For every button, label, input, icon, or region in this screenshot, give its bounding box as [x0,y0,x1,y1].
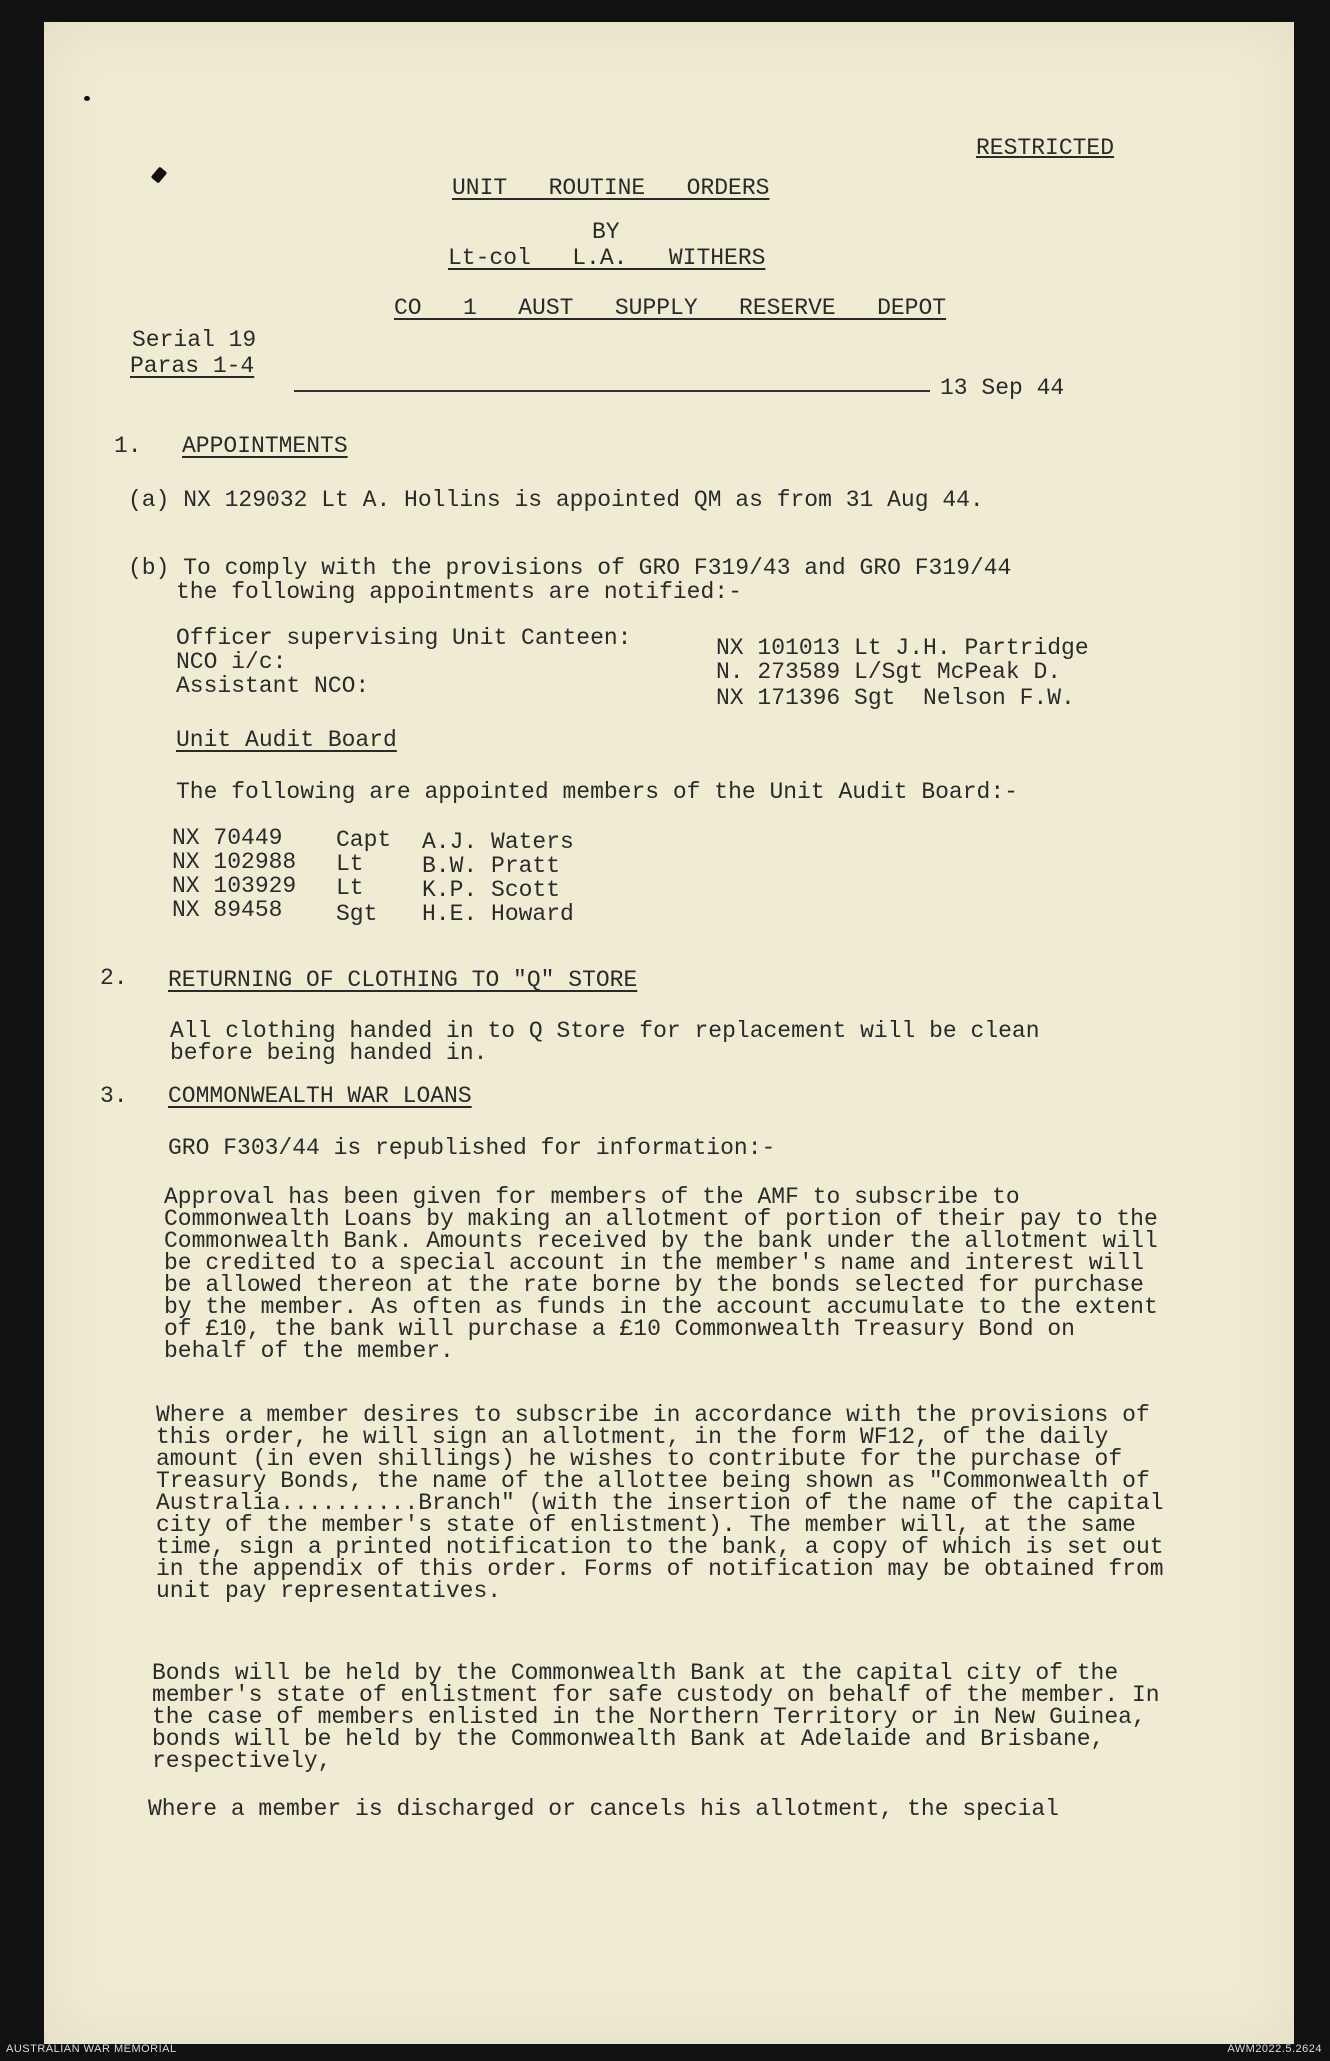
audit-rank: Lt [336,851,364,877]
footer-credit: AUSTRALIAN WAR MEMORIAL [6,2043,177,2055]
header-unit: CO 1 AUST SUPPLY RESERVE DEPOT [394,295,947,321]
audit-number: NX 102988 [172,849,297,875]
canteen-member: NX 171396 Sgt Nelson F.W. [716,685,1075,711]
section-2-number: 2. [100,965,128,991]
section-1b-line2: the following appointments are notified:- [176,579,742,605]
section-1-number: 1. [114,433,142,459]
audit-name: A.J. Waters [422,829,574,855]
audit-rank: Capt [336,827,392,853]
ink-mark [84,96,90,101]
header-rule [294,390,930,392]
canteen-member: N. 273589 L/Sgt McPeak D. [716,659,1062,685]
section-1b-line1: (b) To comply with the provisions of GRO F319/43 and GRO F319/44 [128,555,1012,581]
audit-board-heading: Unit Audit Board [176,727,397,753]
section-3-number: 3. [100,1083,128,1109]
section-3-heading: COMMONWEALTH WAR LOANS [168,1083,472,1109]
canteen-role: Assistant NCO: [176,673,370,699]
header-by: BY [592,219,620,245]
ink-mark [151,166,168,183]
audit-rank: Sgt [336,901,378,927]
section-3-paragraph: Approval has been given for members of the AMF to subscribe to Commonwealth Loans by making an allotment of portion of their pay to the Commonwealth Bank. Amounts received by the bank under the allotment will be credited to a special account in the member's name and interest will be allowed thereon at the rate borne by the bonds selected for purchase by the member. As often as funds in the account accumulate to the extent of £10, the bank will purchase a £10 Commonwealth Treasury Bond on behalf of the member. [164,1184,1158,1364]
section-1-heading: APPOINTMENTS [182,433,348,459]
canteen-role: Officer supervising Unit Canteen: [176,625,632,651]
audit-number: NX 89458 [172,897,283,923]
section-3-paragraph: Bonds will be held by the Commonwealth Bank at the capital city of the member's state of enlistment for safe custody on behalf of the member. In the case of members enlisted in the Northern Territory or in New Guinea, bonds will be held by the Commonwealth Bank at Adelaide and Brisbane, respectively, [152,1660,1160,1774]
audit-number: NX 70449 [172,825,283,851]
canteen-role: NCO i/c: [176,649,287,675]
audit-rank: Lt [336,875,364,901]
section-3-intro: GRO F303/44 is republished for information:- [168,1135,776,1161]
classification-label: RESTRICTED [976,135,1115,161]
section-1a-text: (a) NX 129032 Lt A. Hollins is appointed QM as from 31 Aug 44. [128,487,984,513]
footer-accession: AWM2022.5.2624 [1227,2043,1322,2055]
document-page [44,22,1294,2044]
header-title: UNIT ROUTINE ORDERS [452,175,770,201]
canteen-member: NX 101013 Lt J.H. Partridge [716,635,1089,661]
audit-name: B.W. Pratt [422,853,561,879]
section-3-paragraph: Where a member desires to subscribe in accordance with the provisions of this order, he will sign an allotment, in the form WF12, of the daily amount (in even shillings) he wishes to contribute for the purchase of Treasury Bonds, the name of the allottee being shown as "Commonwealth of Australia..........Branch" (with the insertion of the name of the capital city of the member's state of enlistment). The member will, at the same time, sign a printed notification to the bank, a copy of which is set out in the appendix of this order. Forms of notification may be obtained from unit pay representatives. [156,1402,1164,1604]
section-2-text: All clothing handed in to Q Store for replacement will be clean before being handed in. [170,1018,1040,1066]
header-officer: Lt-col L.A. WITHERS [448,245,766,271]
paras-label: Paras 1-4 [130,353,255,379]
audit-number: NX 103929 [172,873,297,899]
audit-name: H.E. Howard [422,901,574,927]
audit-name: K.P. Scott [422,877,561,903]
order-date: 13 Sep 44 [940,375,1065,401]
section-2-heading: RETURNING OF CLOTHING TO "Q" STORE [168,967,638,993]
serial-label: Serial 19 [132,327,257,353]
audit-board-intro: The following are appointed members of the Unit Audit Board:- [176,779,1018,805]
section-3-paragraph: Where a member is discharged or cancels his allotment, the special [148,1796,1059,1822]
